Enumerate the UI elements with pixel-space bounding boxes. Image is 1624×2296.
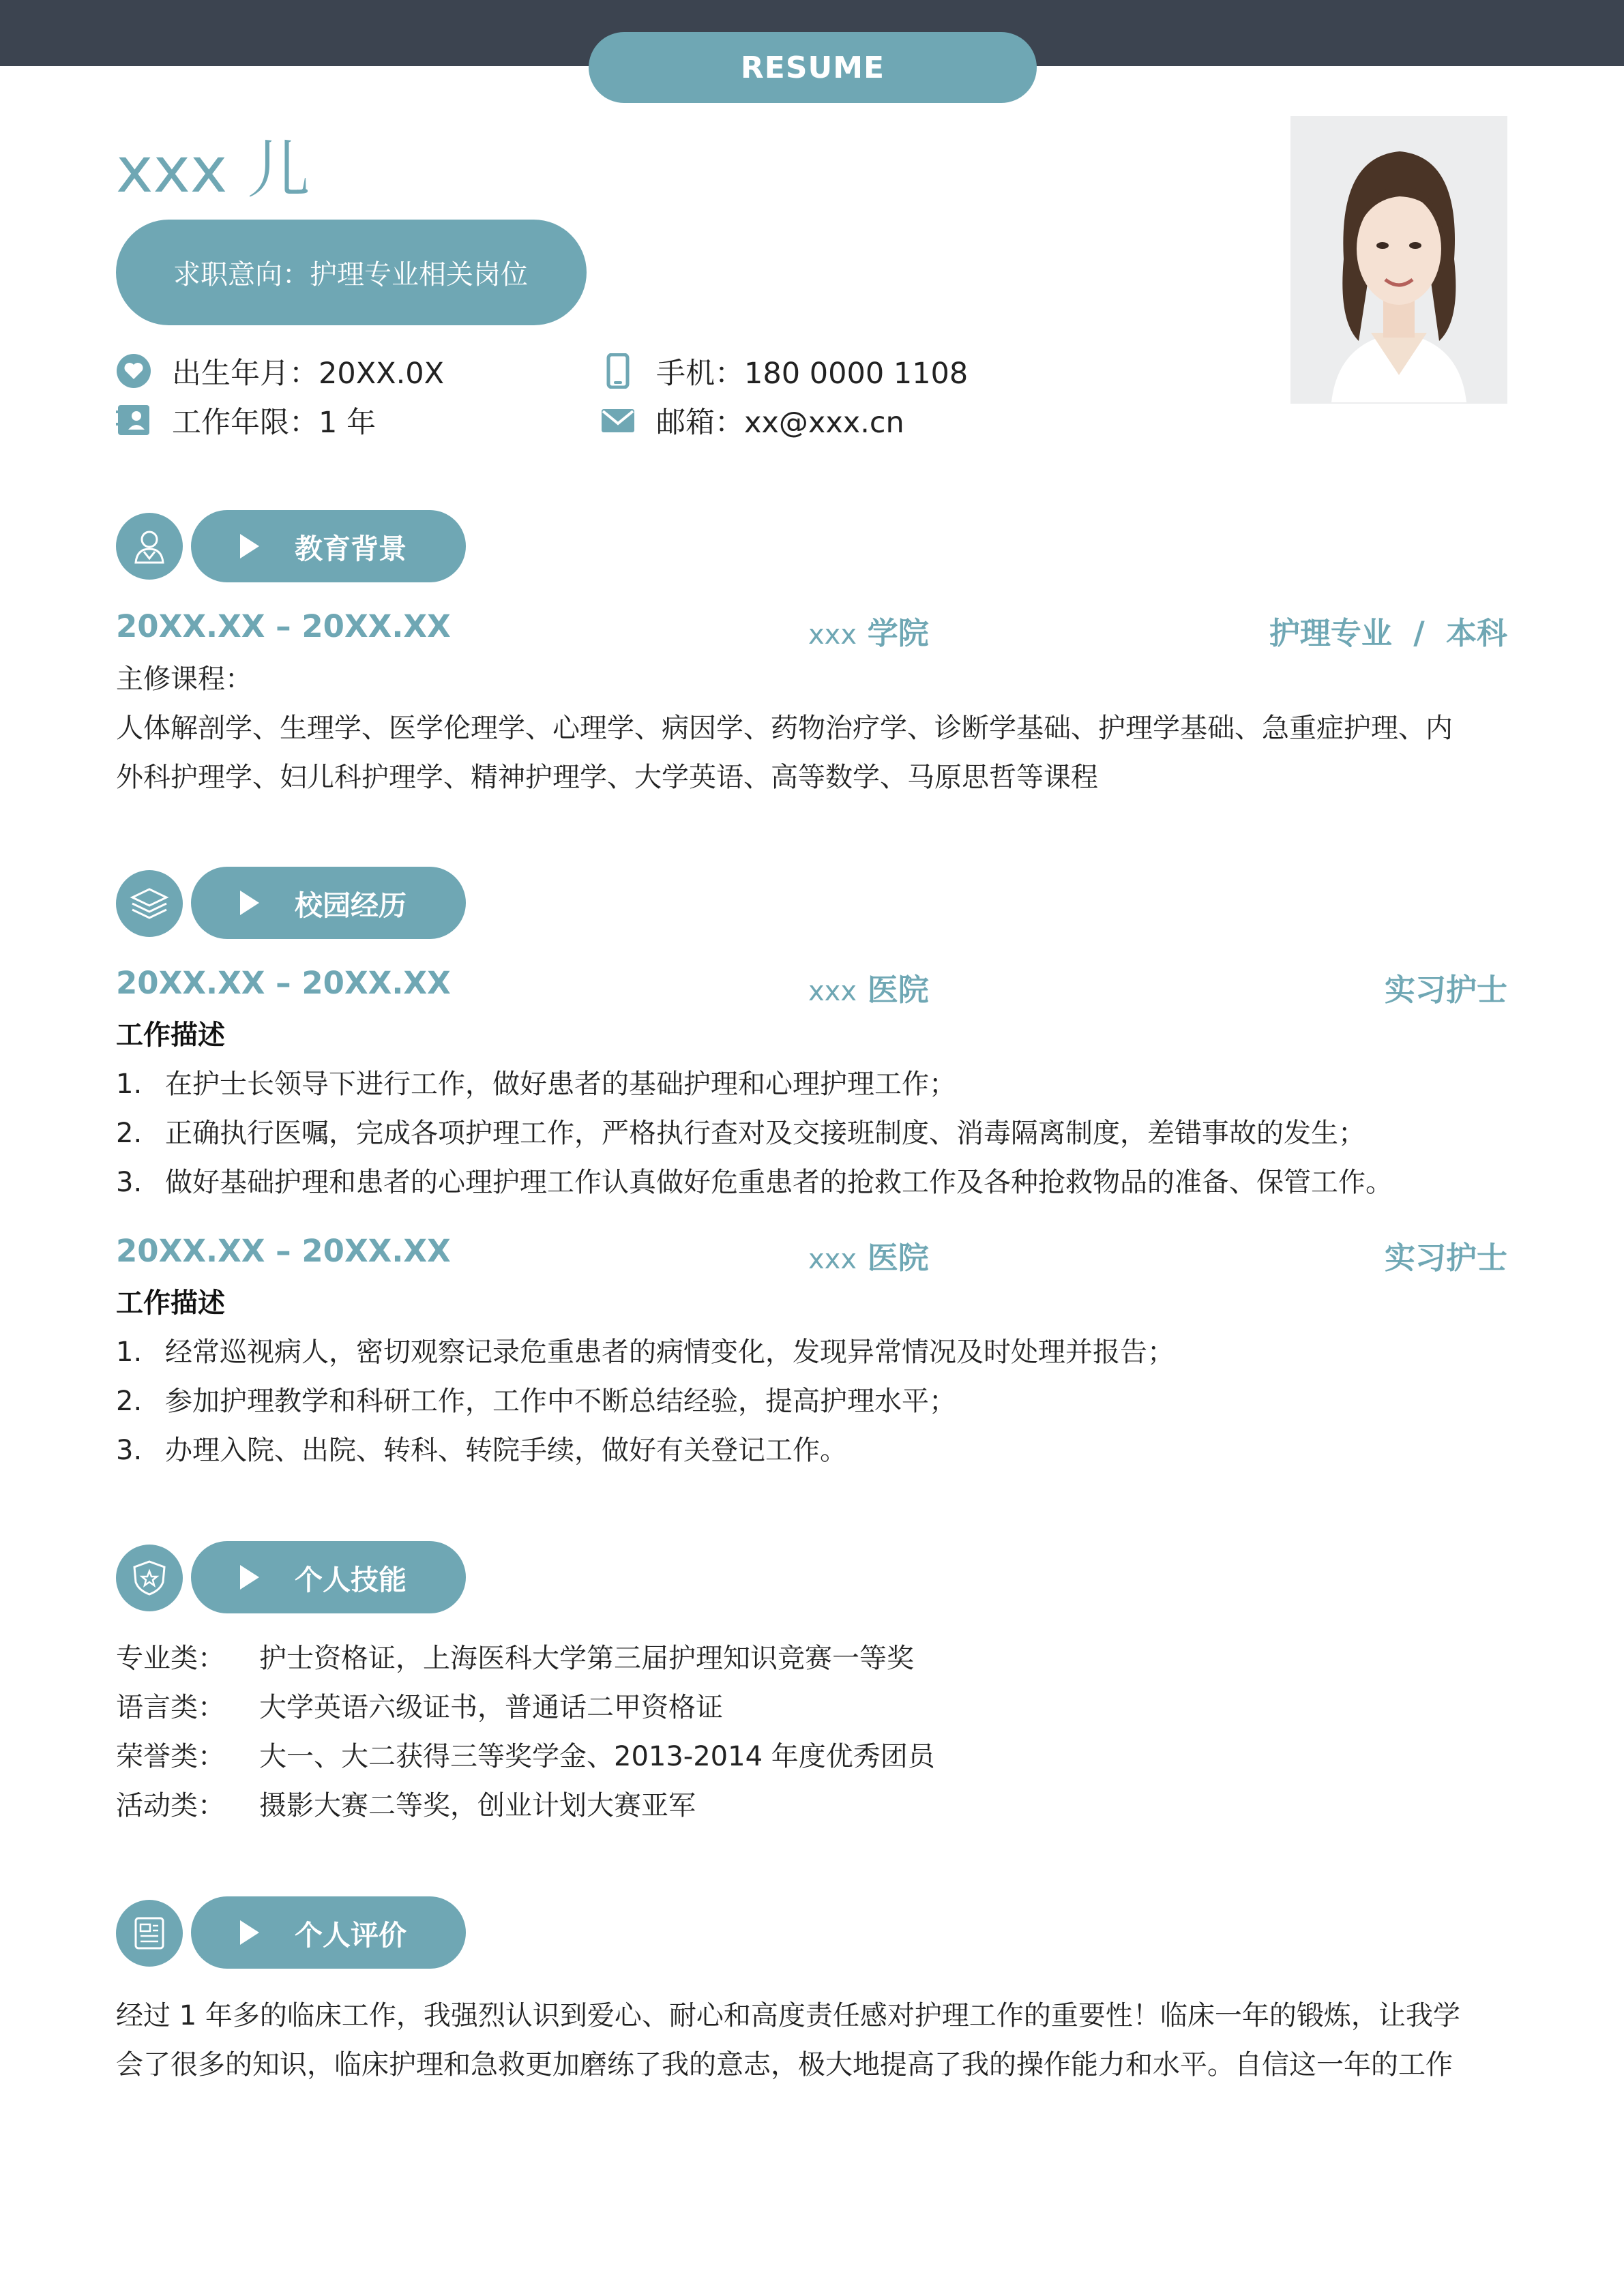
skill-label: 活动类： [116,1790,225,1821]
education-date: 20XX.XX – 20XX.XX [116,608,451,644]
id-card-icon [116,402,151,438]
skill-label: 专业类： [116,1643,225,1674]
evaluation-title: 个人评价 [295,1918,407,1952]
campus-item-2-2 [116,1381,956,1422]
campus-desc-title-2: 工作描述 [116,1287,225,1319]
education-major: 护理专业 / 本科 [1269,615,1507,651]
skill-label: 语言类： [116,1692,225,1723]
education-school-prefix: xxx [808,619,857,651]
campus-org-name-1: 医院 [867,972,929,1008]
layers-icon [116,870,183,937]
skill-text: 护士资格证，上海医科大学第三届护理知识竞赛一等奖 [259,1643,914,1674]
evaluation-line-1: 经过 1 年多的临床工作，我强烈认识到爱心、耐心和高度责任感对护理工作的重要性！临床一年的锻炼，让我学 [116,2000,1460,2031]
graduate-icon [116,513,183,580]
skill-row [116,1638,914,1679]
education-row [116,608,1507,652]
campus-org-prefix-2: xxx [808,1244,857,1275]
job-intent-text: 求职意向：护理专业相关岗位 [173,259,528,290]
item-number: 3. [116,1167,143,1198]
birth-info [116,351,444,391]
campus-row-1 [116,965,1507,1009]
skill-label: 荣誉类： [116,1741,225,1772]
campus-item-2-3 [116,1430,847,1471]
campus-role-2: 实习护士 [1384,1240,1507,1276]
item-text: 在护士长领导下进行工作，做好患者的基础护理和心理护理工作； [165,1069,956,1100]
education-heading [191,510,466,582]
shield-star-icon [116,1545,183,1611]
skill-text: 大一、大二获得三等奖学金、2013-2014 年度优秀团员 [259,1741,935,1772]
candidate-name: xxx 儿 [116,134,310,207]
item-text: 办理入院、出院、转科、转院手续，做好有关登记工作。 [165,1435,847,1466]
skill-row [116,1687,723,1728]
skills-heading [191,1541,466,1613]
evaluation-line-2: 会了很多的知识，临床护理和急救更加磨练了我的意志，极大地提高了我的操作能力和水平。自信这一年的工作 [116,2049,1453,2081]
campus-org-2 [808,1233,929,1277]
courses-label: 主修课程： [116,664,252,695]
campus-role-1: 实习护士 [1384,972,1507,1008]
email-text: 邮箱：xx@xxx.cn [656,405,904,440]
resume-label: RESUME [589,32,1037,103]
courses-line-1: 人体解剖学、生理学、医学伦理学、心理学、病因学、药物治疗学、诊断学基础、护理学基础、急重症护理、内 [116,713,1453,744]
skill-row [116,1785,696,1826]
campus-item-2-1 [116,1332,1175,1373]
item-text: 正确执行医嘱，完成各项护理工作，严格执行查对及交接班制度、消毒隔离制度，差错事故的发生； [165,1118,1365,1149]
item-number: 1. [116,1337,143,1368]
document-icon [116,1900,183,1967]
campus-row-2 [116,1233,1507,1277]
item-text: 做好基础护理和患者的心理护理工作认真做好危重患者的抢救工作及各种抢救物品的准备、保管工作。 [165,1167,1393,1198]
campus-org-prefix-1: xxx [808,976,857,1007]
skill-row [116,1736,935,1777]
phone-info [600,351,968,391]
item-number: 2. [116,1118,143,1149]
campus-item-1-3 [116,1162,1393,1203]
evaluation-heading [191,1896,466,1969]
campus-item-1-2 [116,1113,1365,1154]
campus-date-2: 20XX.XX – 20XX.XX [116,1233,451,1269]
campus-desc-title-1: 工作描述 [116,1019,225,1051]
skill-text: 大学英语六级证书，普通话二甲资格证 [259,1692,723,1723]
years-text: 工作年限：1 年 [172,405,377,440]
education-school [808,608,929,653]
campus-title: 校园经历 [295,889,407,922]
campus-heading [191,867,466,939]
skill-text: 摄影大赛二等奖，创业计划大赛亚军 [259,1790,696,1821]
campus-date-1: 20XX.XX – 20XX.XX [116,965,451,1001]
birth-text: 出生年月：20XX.0X [172,356,445,391]
item-number: 1. [116,1069,143,1100]
education-title: 教育背景 [295,532,407,565]
campus-item-1-1 [116,1064,956,1105]
item-number: 2. [116,1386,143,1417]
item-text: 经常巡视病人，密切观察记录危重患者的病情变化，发现异常情况及时处理并报告； [165,1337,1175,1368]
email-info [600,400,904,441]
mail-icon [600,402,636,438]
item-number: 3. [116,1435,143,1466]
heart-icon [116,353,151,389]
campus-org-name-2: 医院 [867,1240,929,1276]
years-info [116,400,376,441]
phone-icon [600,353,636,389]
campus-org-1 [808,965,929,1009]
courses-line-2: 外科护理学、妇儿科护理学、精神护理学、大学英语、高等数学、马原思哲等课程 [116,762,1098,793]
item-text: 参加护理教学和科研工作，工作中不断总结经验，提高护理水平； [165,1386,956,1417]
job-intent [116,220,587,325]
profile-photo [1290,116,1507,404]
phone-text: 手机：180 0000 1108 [656,356,969,391]
skills-title: 个人技能 [295,1563,407,1596]
education-school-name: 学院 [867,615,929,651]
